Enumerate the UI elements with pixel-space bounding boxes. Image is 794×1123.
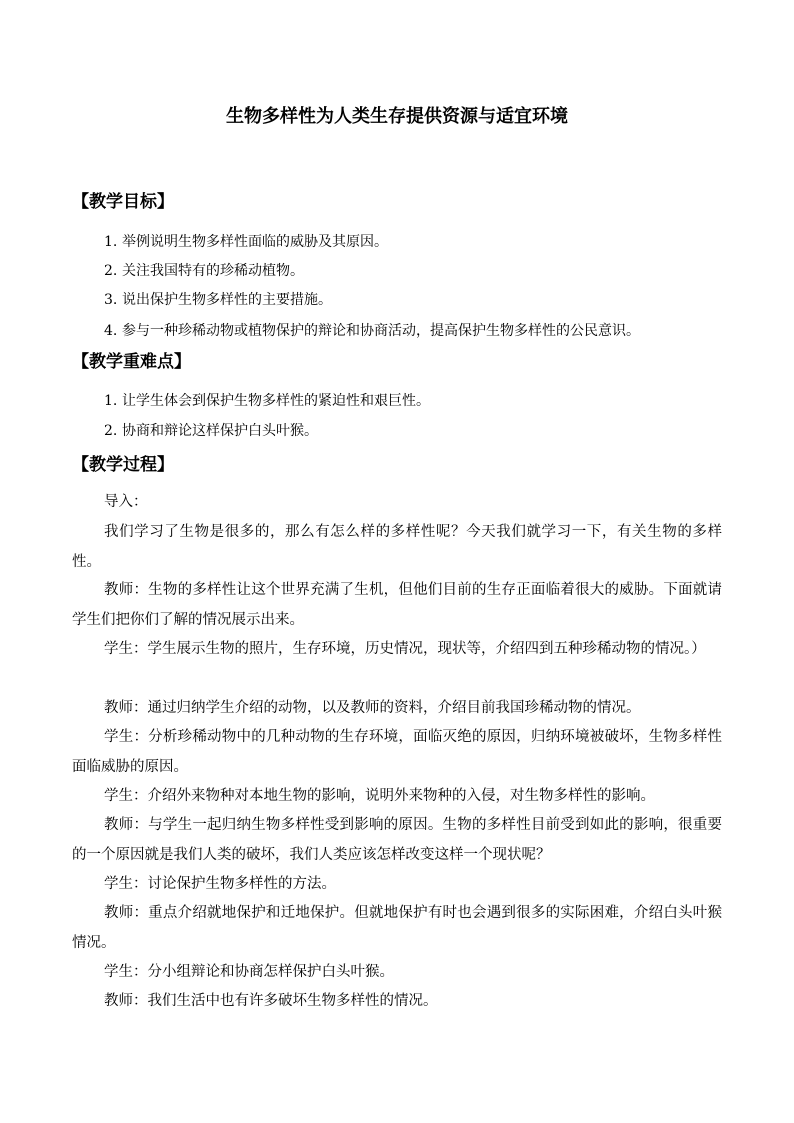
process-paragraph: 教师：生物的多样性让这个世界充满了生机，但他们目前的生存正面临着很大的威胁。下面就请学生们把你们了解的情况展示出来。 bbox=[72, 582, 722, 628]
goal-item-number: 4. bbox=[104, 323, 118, 339]
goal-item bbox=[104, 320, 640, 342]
goal-item bbox=[104, 231, 388, 253]
keypoint-item-number: 1. bbox=[104, 393, 118, 409]
process-paragraph: 学生：学生展示生物的照片，生存环境，历史情况，现状等，介绍四到五种珍稀动物的情况。） bbox=[104, 641, 706, 657]
goal-item-number: 2. bbox=[104, 263, 118, 279]
goal-item bbox=[104, 260, 304, 282]
section-heading-goals: 【教学目标】 bbox=[72, 192, 174, 212]
keypoint-item-text: 让学生体会到保护生物多样性的紧迫性和艰巨性。 bbox=[122, 393, 430, 409]
process-paragraph: 学生：介绍外来物种对本地生物的影响，说明外来物种的入侵，对生物多样性的影响。 bbox=[104, 788, 655, 804]
keypoint-item-number: 2. bbox=[104, 423, 118, 439]
process-paragraph: 学生：分小组辩论和协商怎样保护白头叶猴。 bbox=[104, 964, 394, 980]
section-heading-process: 【教学过程】 bbox=[72, 455, 174, 475]
keypoint-item bbox=[104, 390, 430, 412]
process-paragraph: 教师：重点介绍就地保护和迁地保护。但就地保护有时也会遇到很多的实际困难，介绍白头叶猴情况。 bbox=[72, 905, 722, 951]
goal-item bbox=[104, 289, 332, 311]
goal-item-number: 1. bbox=[104, 234, 118, 250]
document-title: 生物多样性为人类生存提供资源与适宜环境 bbox=[226, 106, 568, 127]
keypoint-item-text: 协商和辩论这样保护白头叶猴。 bbox=[122, 423, 318, 439]
process-paragraph: 教师：我们生活中也有许多破坏生物多样性的情况。 bbox=[104, 993, 438, 1009]
goal-item-text: 关注我国特有的珍稀动植物。 bbox=[122, 263, 304, 279]
process-paragraph: 学生：讨论保护生物多样性的方法。 bbox=[104, 876, 336, 892]
goal-item-number: 3. bbox=[104, 292, 118, 308]
goal-item-text: 举例说明生物多样性面临的威胁及其原因。 bbox=[122, 234, 388, 250]
keypoint-item bbox=[104, 420, 318, 442]
section-heading-keypoints: 【教学重难点】 bbox=[72, 352, 191, 372]
process-paragraph: 教师：通过归纳学生介绍的动物，以及教师的资料，介绍目前我国珍稀动物的情况。 bbox=[104, 700, 641, 716]
process-paragraph: 教师：与学生一起归纳生物多样性受到影响的原因。生物的多样性目前受到如此的影响，很重要的一个原因就是我们人类的破坏，我们人类应该怎样改变这样一个现状呢？ bbox=[72, 817, 722, 863]
goal-item-text: 参与一种珍稀动物或植物保护的辩论和协商活动，提高保护生物多样性的公民意识。 bbox=[122, 323, 640, 339]
goal-item-text: 说出保护生物多样性的主要措施。 bbox=[122, 292, 332, 308]
process-paragraph: 学生：分析珍稀动物中的几种动物的生存环境，面临灭绝的原因，归纳环境被破坏，生物多样性面临威胁的原因。 bbox=[72, 729, 722, 775]
process-paragraph: 我们学习了生物是很多的，那么有怎么样的多样性呢？今天我们就学习一下，有关生物的多样性。 bbox=[72, 524, 722, 570]
process-paragraph: 导入： bbox=[104, 494, 148, 510]
